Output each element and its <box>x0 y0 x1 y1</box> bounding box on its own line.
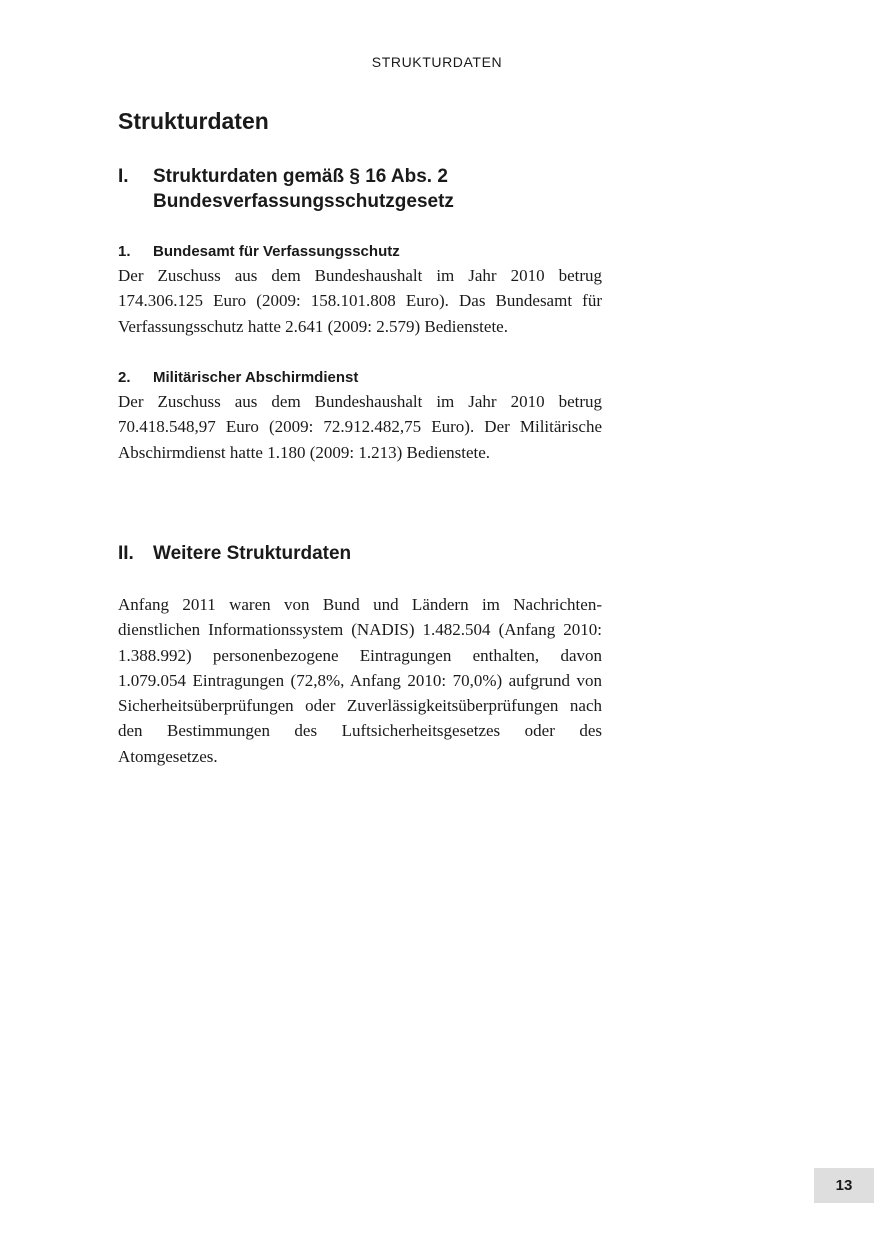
subsection-title: Militärischer Abschirmdienst <box>153 369 359 386</box>
subsection-heading-bfv <box>118 242 400 262</box>
paragraph-mad: Der Zuschuss aus dem Bundeshaushalt im Jahr 2010 betrug 70.418.548,97 Euro (2009: 72.912.482,75 Euro). Der Militärische Abschirmdienst hatte 1.180 (2009: 1.213) Bedienstete. <box>118 392 602 462</box>
subsection-title: Bundesamt für Verfassungsschutz <box>153 243 400 260</box>
page-title: Strukturdaten <box>118 108 269 134</box>
section-heading-further-data <box>118 541 613 566</box>
paragraph-nadis: Anfang 2011 waren von Bund und Ländern im Nachrichtendienstlichen Informationssystem (NADIS) 1.482.504 (Anfang 2010: 1.388.992) personenbezogene Eintragungen enthalten, davon 1.079.054 Eintragungen (72,8%, Anfang 2010: 70,0%) aufgrund von Sicherheitsüberprüfungen oder Zuverlässigkeitsüberprüfungen nach den Bestimmungen des Luftsicherheitsgesetzes oder des Atomgesetzes. <box>118 595 602 766</box>
section-heading-structural-data-bfv-act <box>118 164 613 214</box>
paragraph-bfv: Der Zuschuss aus dem Bundeshaushalt im Jahr 2010 betrug 174.306.125 Euro (2009: 158.101.808 Euro). Das Bundesamt für Verfassungsschutz hatte 2.641 (2009: 2.579) Bedienstete. <box>118 266 602 336</box>
page-number: 13 <box>814 1168 874 1203</box>
running-header: STRUKTURDATEN <box>371 54 503 70</box>
section-number: II. <box>118 543 134 564</box>
subsection-number: 1. <box>118 243 131 260</box>
section-number: I. <box>118 166 129 187</box>
subsection-number: 2. <box>118 369 131 386</box>
section-title: Weitere Strukturdaten <box>153 543 352 564</box>
subsection-heading-mad <box>118 368 358 388</box>
section-title: Strukturdaten gemäß § 16 Abs. 2 Bundesverfassungsschutzgesetz <box>153 166 454 212</box>
